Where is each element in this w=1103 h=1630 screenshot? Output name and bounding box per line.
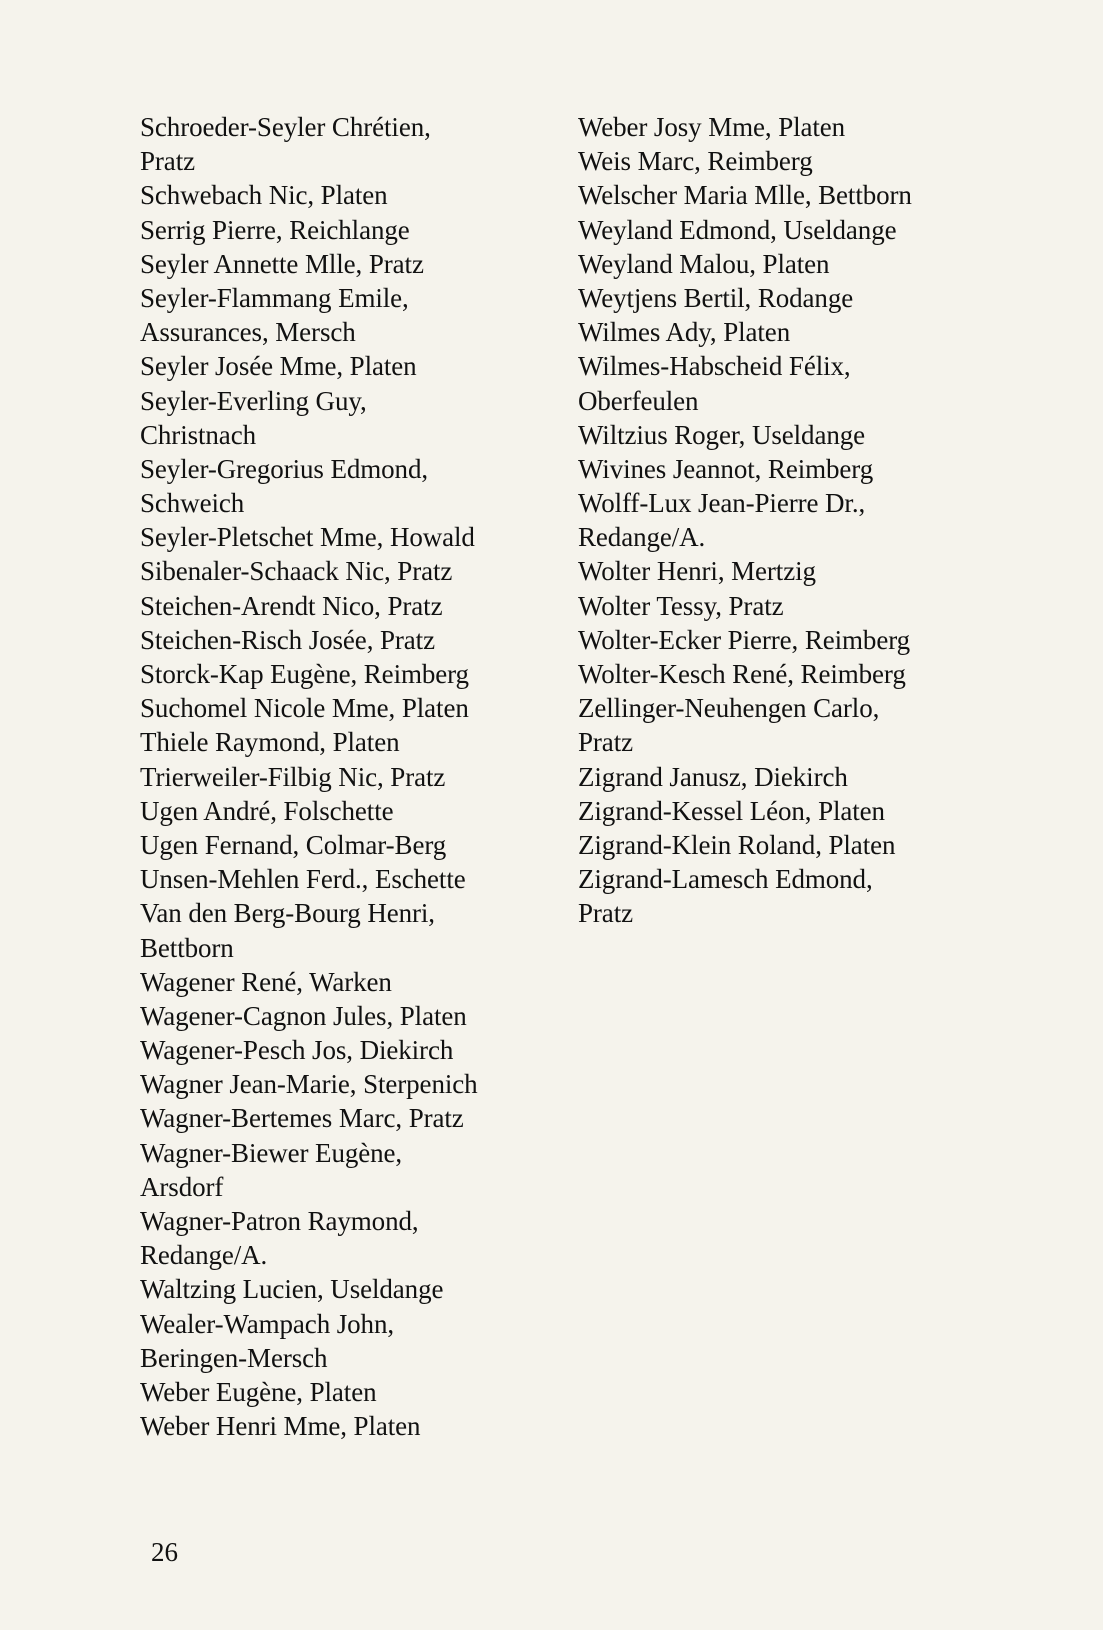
list-item: Weyland Malou, Platen	[578, 248, 830, 279]
list-item: Wiltzius Roger, Useldange	[578, 419, 866, 450]
list-item: Pratz	[140, 146, 195, 177]
list-item: Wilmes-Habscheid Félix,	[578, 351, 851, 382]
list-item: Suchomel Nicole Mme, Platen	[140, 693, 469, 724]
list-item: Wagner-Bertemes Marc, Pratz	[140, 1103, 464, 1134]
list-item: Thiele Raymond, Platen	[140, 727, 400, 758]
list-item: Welscher Maria Mlle, Bettborn	[578, 180, 912, 211]
list-item: Wagner-Patron Raymond,	[140, 1206, 419, 1236]
list-item: Wealer-Wampach John,	[140, 1308, 394, 1339]
list-item: Weytjens Bertil, Rodange	[578, 282, 854, 313]
page-number: 26	[151, 1537, 178, 1567]
list-item: Unsen-Mehlen Ferd., Eschette	[140, 864, 466, 895]
list-item: Weber Henri Mme, Platen	[140, 1411, 421, 1442]
list-item: Wagener-Cagnon Jules, Platen	[140, 1000, 467, 1031]
list-item: Wilmes Ady, Platen	[578, 317, 791, 348]
list-item: Wolter-Ecker Pierre, Reimberg	[578, 624, 911, 655]
list-item: Ugen André, Folschette	[140, 795, 394, 826]
list-item: Seyler-Flammang Emile,	[140, 282, 409, 313]
list-item: Sibenaler-Schaack Nic, Pratz	[140, 556, 453, 587]
list-item: Waltzing Lucien, Useldange	[140, 1274, 444, 1305]
list-item: Wolter Henri, Mertzig	[578, 556, 816, 587]
list-item: Serrig Pierre, Reichlange	[140, 214, 410, 245]
list-item: Wagener-Pesch Jos, Diekirch	[140, 1035, 454, 1066]
name-list-right-column	[578, 110, 998, 931]
list-item: Schweich	[140, 488, 245, 519]
list-item: Weber Josy Mme, Platen	[578, 112, 846, 142]
list-item: Beringen-Mersch	[140, 1342, 328, 1373]
list-item: Schroeder-Seyler Chrétien,	[140, 112, 431, 142]
list-item: Zigrand-Klein Roland, Platen	[578, 829, 896, 860]
list-item: Oberfeulen	[578, 385, 699, 416]
list-item: Wolter Tessy, Pratz	[578, 590, 784, 621]
list-item: Wagener René, Warken	[140, 966, 392, 997]
list-item: Weber Eugène, Platen	[140, 1376, 377, 1407]
list-item: Weyland Edmond, Useldange	[578, 214, 897, 245]
list-item: Wolter-Kesch René, Reimberg	[578, 659, 906, 689]
list-item: Wagner-Biewer Eugène,	[140, 1137, 403, 1168]
list-item: Pratz	[578, 727, 633, 758]
list-item: Seyler-Gregorius Edmond,	[140, 453, 428, 484]
list-item: Storck-Kap Eugène, Reimberg	[140, 659, 469, 689]
name-list-left-column	[140, 110, 560, 1443]
list-item: Pratz	[578, 898, 633, 929]
list-item: Seyler Annette Mlle, Pratz	[140, 248, 424, 279]
list-item: Zigrand-Lamesch Edmond,	[578, 864, 873, 895]
list-item: Seyler-Everling Guy,	[140, 385, 367, 416]
list-item: Redange/A.	[140, 1240, 268, 1271]
list-item: Wolff-Lux Jean-Pierre Dr.,	[578, 488, 866, 519]
list-item: Ugen Fernand, Colmar-Berg	[140, 829, 447, 860]
list-item: Trierweiler-Filbig Nic, Pratz	[140, 761, 446, 792]
list-item: Steichen-Risch Josée, Pratz	[140, 624, 435, 655]
list-item: Seyler-Pletschet Mme, Howald	[140, 522, 475, 553]
list-item: Zellinger-Neuhengen Carlo,	[578, 693, 880, 724]
list-item: Arsdorf	[140, 1171, 224, 1202]
list-item: Bettborn	[140, 932, 234, 963]
list-item: Seyler Josée Mme, Platen	[140, 351, 417, 382]
list-item: Redange/A.	[578, 522, 706, 553]
list-item: Zigrand Janusz, Diekirch	[578, 761, 848, 792]
list-item: Assurances, Mersch	[140, 317, 356, 348]
list-item: Weis Marc, Reimberg	[578, 146, 813, 177]
list-item: Steichen-Arendt Nico, Pratz	[140, 590, 443, 621]
list-item: Zigrand-Kessel Léon, Platen	[578, 795, 885, 826]
list-item: Wagner Jean-Marie, Sterpenich	[140, 1069, 478, 1100]
list-item: Schwebach Nic, Platen	[140, 180, 388, 211]
list-item: Christnach	[140, 419, 256, 450]
list-item: Van den Berg-Bourg Henri,	[140, 898, 435, 929]
list-item: Wivines Jeannot, Reimberg	[578, 453, 874, 484]
